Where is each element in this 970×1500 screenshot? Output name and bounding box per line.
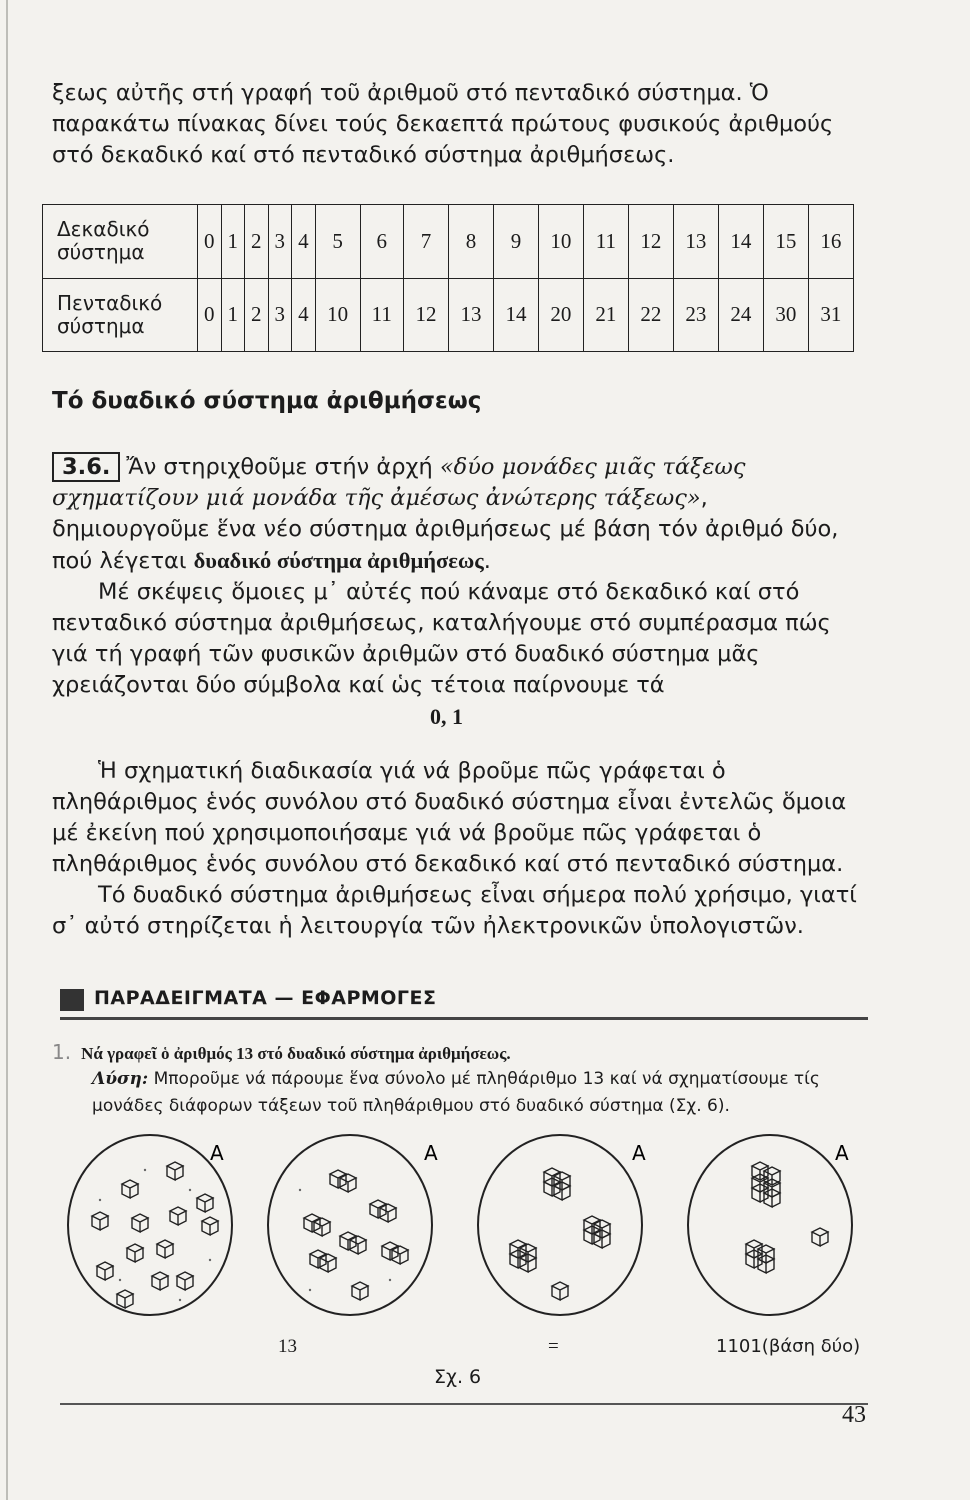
set-label: A [424,1141,438,1165]
symbols-paragraph-text: Μέ σκέψεις ὅμοιες μ᾽ αὐτές πού κάναμε στό δεκαδικό καί στό πενταδικό σύστημα ἀριθμήσεως, καταλήγουμε στό συμπέρασμα πώς γιά τή γραφή τῶν φυσικῶν ἀριθμῶν στό δυαδικό σύστημα μᾶς χρειάζονται δύο σύμβολα καί ὡς τέτοια παίρνουμε τά [52,579,831,698]
example-title: Νά γραφεῖ ὁ ἀριθμός 13 στό δυαδικό σύστημα ἀριθμήσεως. [81,1044,511,1063]
solution-label: Λύση: [92,1069,149,1089]
table-cell: 10 [315,278,360,352]
table-cell: 15 [763,205,808,279]
table-cell: 0 [198,278,222,352]
table-cell: 0 [198,205,222,279]
binary-symbols: 0, 1 [430,704,463,729]
usefulness-paragraph [52,880,872,942]
table-cell: 4 [292,278,316,352]
set-label: A [835,1141,849,1165]
decimal-pentadic-table [42,204,854,352]
table-cell: 12 [628,205,673,279]
table-cell: 12 [403,278,448,352]
table-cell: 14 [718,205,763,279]
table-cell: 2 [245,278,269,352]
table-cell: 2 [245,205,269,279]
figure-caption: Σχ. 6 [434,1366,482,1388]
example-1-solution [92,1066,872,1120]
binary-term: δυαδικό σύστημα ἀριθμήσεως [193,548,484,573]
table-cell: 8 [448,205,493,279]
figure-6-sets [60,1130,870,1335]
set-label: A [210,1141,224,1165]
square-bullet-icon [60,989,84,1011]
footer-rule [60,1403,868,1405]
example-1-title [52,1040,511,1064]
table-cell: 3 [268,205,292,279]
table-cell: 21 [583,278,628,352]
table-cell: 24 [718,278,763,352]
table-cell: 3 [268,278,292,352]
table-cell: 11 [583,205,628,279]
table-row-pentadic [43,278,854,352]
table-cell: 5 [315,205,360,279]
set-quads [478,1135,646,1315]
table-cell: 7 [403,205,448,279]
set-eights [688,1135,852,1315]
set-pairs [268,1135,438,1315]
para-end: . [483,548,491,574]
cardinal-decimal: 13 [278,1336,297,1357]
table-row-decimal [43,205,854,279]
intro-paragraph: ξεως αὐτῆς στή γραφή τοῦ ἀριθμοῦ στό πενταδικό σύστημα. Ὁ παρακάτω πίνακας δίνει τούς δεκαεπτά πρώτους φυσικούς ἀριθμούς στό δεκαδικό καί στό πενταδικό σύστημα ἀριθμήσεως. [52,80,834,168]
table-cell: 10 [538,205,583,279]
table-cell: 14 [493,278,538,352]
example-number: 1. [52,1040,72,1064]
cardinal-binary: 1101(βάση δύο) [716,1336,861,1357]
row-header: Δεκαδικό σύστημα [43,205,198,279]
symbols-paragraph [52,577,872,701]
para-lead: Ἄν στηριχθοῦμε στήν ἀρχή [126,454,440,480]
table-cell: 13 [448,278,493,352]
table-cell: 13 [673,205,718,279]
examples-heading: ΠΑΡΑΔΕΙΓΜΑΤΑ — ΕΦΑΡΜΟΓΕΣ [94,987,437,1009]
equals-sign: = [548,1336,559,1357]
paragraph-3-6 [52,452,872,577]
principle-quote: «δύο μονάδες μιᾶς τάξεως σχηματίζουν μιά μονάδα τῆς ἀμέσως ἀνώτερης τάξεως» [52,454,746,511]
set-units [68,1135,232,1315]
table-cell: 22 [628,278,673,352]
heading-rule [60,1017,868,1020]
page-number: 43 [842,1402,866,1428]
table-cell: 9 [493,205,538,279]
page-margin-line [6,0,8,1500]
para-mid: , δημιουργοῦμε ἕνα νέο σύστημα ἀριθμήσεως μέ βάση τόν ἀριθμό δύο, πού λέγεται [52,485,839,574]
process-paragraph [52,756,872,880]
table-cell: 16 [808,205,853,279]
table-cell: 23 [673,278,718,352]
solution-text: Μποροῦμε νά πάρουμε ἕνα σύνολο μέ πληθάριθμο 13 καί νά σχηματίσουμε τίς μονάδες διάφορων τάξεων τοῦ πληθάριθμου στό δυαδικό σύστημα (Σχ. 6). [92,1069,820,1116]
table-cell: 20 [538,278,583,352]
table-cell: 6 [360,205,403,279]
table-cell: 31 [808,278,853,352]
set-label: A [632,1141,646,1165]
section-title: Τό δυαδικό σύστημα ἀριθμήσεως [52,388,482,414]
table-cell: 30 [763,278,808,352]
table-cell: 4 [292,205,316,279]
table-cell: 1 [221,205,245,279]
table-cell: 1 [221,278,245,352]
row-header: Πενταδικό σύστημα [43,278,198,352]
process-paragraph-text: Ἡ σχηματική διαδικασία γιά νά βροῦμε πῶς γράφεται ὁ πληθάριθμος ἑνός συνόλου στό δυαδικό σύστημα εἶναι ἐντελῶς ὅμοια μέ ἐκείνη πού χρησιμοποιήσαμε γιά νά βροῦμε πῶς γράφεται ὁ πληθάριθμος ἑνός συνόλου στό δεκαδικό καί στό πενταδικό σύστημα. [52,758,847,877]
section-number: 3.6. [52,452,120,482]
usefulness-paragraph-text: Τό δυαδικό σύστημα ἀριθμήσεως εἶναι σήμερα πολύ χρήσιμο, γιατί σ᾽ αὐτό στηρίζεται ἡ λειτουργία τῶν ἠλεκτρονικῶν ὑπολογιστῶν. [52,882,857,939]
table-cell: 11 [360,278,403,352]
